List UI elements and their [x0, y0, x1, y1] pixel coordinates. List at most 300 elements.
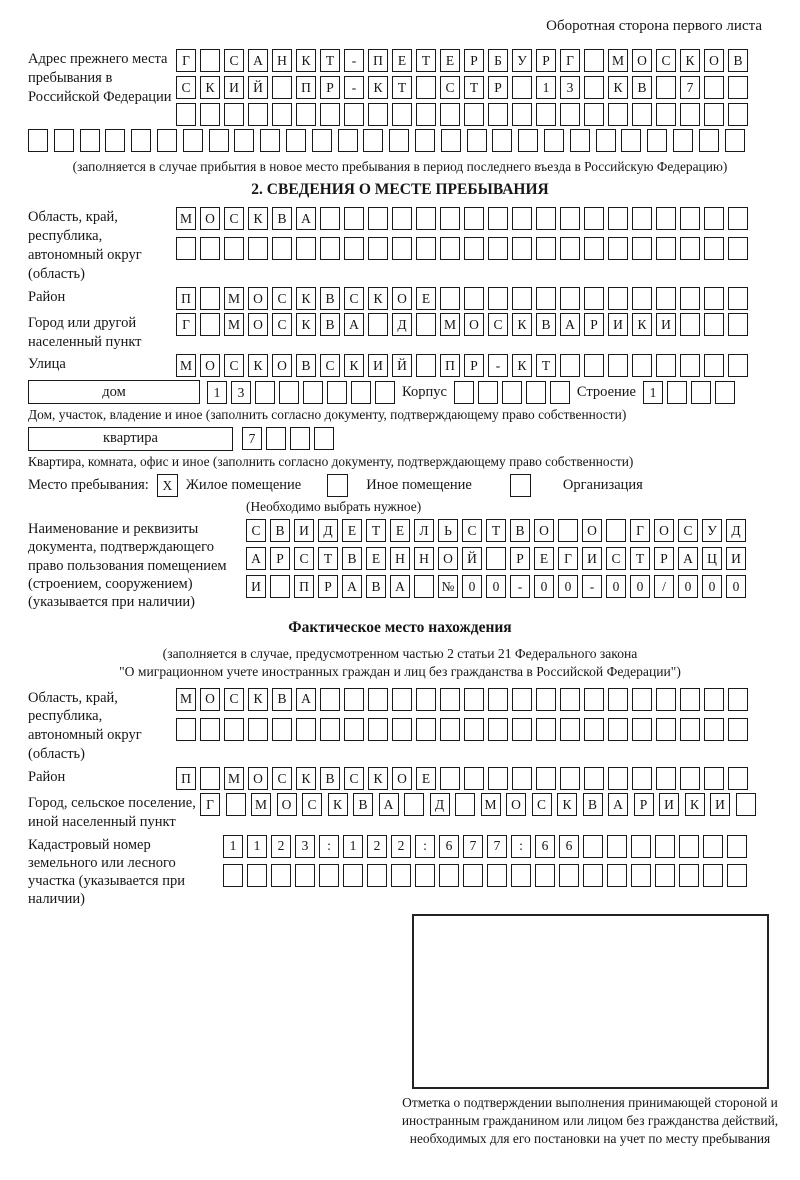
char-cell[interactable]: [526, 381, 546, 404]
char-cell[interactable]: [647, 129, 667, 152]
char-cell[interactable]: [560, 103, 580, 126]
char-cell[interactable]: П: [296, 76, 316, 99]
char-cell[interactable]: М: [224, 287, 244, 310]
char-cell[interactable]: [344, 103, 364, 126]
char-cell[interactable]: [416, 103, 436, 126]
char-cell[interactable]: 0: [558, 575, 578, 598]
char-cell[interactable]: Е: [416, 767, 436, 790]
char-cell[interactable]: [560, 688, 580, 711]
char-cell[interactable]: 7: [487, 835, 507, 858]
char-cell[interactable]: [728, 237, 748, 260]
char-cell[interactable]: [584, 49, 604, 72]
char-cell[interactable]: [679, 864, 699, 887]
char-cell[interactable]: О: [248, 313, 268, 336]
char-cell[interactable]: У: [702, 519, 722, 542]
char-cell[interactable]: 3: [560, 76, 580, 99]
char-cell[interactable]: П: [176, 287, 196, 310]
char-cell[interactable]: [680, 313, 700, 336]
char-cell[interactable]: И: [224, 76, 244, 99]
char-cell[interactable]: [728, 767, 748, 790]
char-cell[interactable]: [176, 103, 196, 126]
char-cell[interactable]: О: [582, 519, 602, 542]
char-cell[interactable]: И: [659, 793, 679, 816]
char-cell[interactable]: [415, 129, 435, 152]
char-cell[interactable]: [464, 237, 484, 260]
char-cell[interactable]: Т: [320, 49, 340, 72]
char-cell[interactable]: Г: [176, 49, 196, 72]
char-cell[interactable]: [320, 103, 340, 126]
char-cell[interactable]: [680, 354, 700, 377]
char-cell[interactable]: К: [632, 313, 652, 336]
char-cell[interactable]: 2: [391, 835, 411, 858]
char-cell[interactable]: 0: [630, 575, 650, 598]
char-cell[interactable]: К: [248, 688, 268, 711]
char-cell[interactable]: А: [246, 547, 266, 570]
char-cell[interactable]: [414, 575, 434, 598]
char-cell[interactable]: 2: [367, 835, 387, 858]
char-cell[interactable]: 0: [702, 575, 722, 598]
char-cell[interactable]: Р: [536, 49, 556, 72]
char-cell[interactable]: [488, 718, 508, 741]
char-cell[interactable]: [295, 864, 315, 887]
char-cell[interactable]: [392, 237, 412, 260]
char-cell[interactable]: [632, 354, 652, 377]
char-cell[interactable]: Т: [366, 519, 386, 542]
char-cell[interactable]: [492, 129, 512, 152]
char-cell[interactable]: О: [704, 49, 724, 72]
char-cell[interactable]: [632, 207, 652, 230]
char-cell[interactable]: В: [728, 49, 748, 72]
char-cell[interactable]: /: [654, 575, 674, 598]
char-cell[interactable]: [344, 718, 364, 741]
char-cell[interactable]: [558, 519, 578, 542]
char-cell[interactable]: Г: [200, 793, 220, 816]
char-cell[interactable]: [363, 129, 383, 152]
char-cell[interactable]: [488, 103, 508, 126]
char-cell[interactable]: С: [344, 767, 364, 790]
char-cell[interactable]: [584, 237, 604, 260]
char-cell[interactable]: [416, 718, 436, 741]
char-cell[interactable]: [200, 287, 220, 310]
char-cell[interactable]: [296, 103, 316, 126]
char-cell[interactable]: О: [200, 207, 220, 230]
char-cell[interactable]: К: [248, 207, 268, 230]
char-cell[interactable]: [344, 207, 364, 230]
char-cell[interactable]: [704, 354, 724, 377]
char-cell[interactable]: [704, 767, 724, 790]
char-cell[interactable]: [183, 129, 203, 152]
char-cell[interactable]: [632, 103, 652, 126]
char-cell[interactable]: [272, 76, 292, 99]
char-cell[interactable]: [200, 313, 220, 336]
char-cell[interactable]: [200, 718, 220, 741]
char-cell[interactable]: [632, 688, 652, 711]
char-cell[interactable]: [416, 313, 436, 336]
char-cell[interactable]: Г: [630, 519, 650, 542]
char-cell[interactable]: Е: [366, 547, 386, 570]
char-cell[interactable]: [247, 864, 267, 887]
char-cell[interactable]: 6: [535, 835, 555, 858]
char-cell[interactable]: [464, 287, 484, 310]
char-cell[interactable]: В: [272, 207, 292, 230]
char-cell[interactable]: 1: [247, 835, 267, 858]
char-cell[interactable]: С: [320, 354, 340, 377]
char-cell[interactable]: К: [512, 313, 532, 336]
char-cell[interactable]: К: [328, 793, 348, 816]
char-cell[interactable]: К: [680, 49, 700, 72]
char-cell[interactable]: [454, 381, 474, 404]
char-cell[interactable]: М: [481, 793, 501, 816]
char-cell[interactable]: [608, 207, 628, 230]
char-cell[interactable]: [550, 381, 570, 404]
char-cell[interactable]: [463, 864, 483, 887]
char-cell[interactable]: С: [532, 793, 552, 816]
char-cell[interactable]: О: [200, 354, 220, 377]
char-cell[interactable]: Р: [270, 547, 290, 570]
char-cell[interactable]: [536, 103, 556, 126]
char-cell[interactable]: Р: [488, 76, 508, 99]
char-cell[interactable]: [680, 103, 700, 126]
checkbox-residential[interactable]: X: [157, 474, 178, 497]
char-cell[interactable]: [607, 835, 627, 858]
char-cell[interactable]: 1: [207, 381, 227, 404]
char-cell[interactable]: [224, 718, 244, 741]
char-cell[interactable]: А: [296, 207, 316, 230]
char-cell[interactable]: [441, 129, 461, 152]
char-cell[interactable]: [560, 237, 580, 260]
char-cell[interactable]: Г: [176, 313, 196, 336]
char-cell[interactable]: [728, 103, 748, 126]
char-cell[interactable]: [440, 237, 460, 260]
char-cell[interactable]: В: [510, 519, 530, 542]
char-cell[interactable]: [608, 688, 628, 711]
char-cell[interactable]: Н: [390, 547, 410, 570]
char-cell[interactable]: [260, 129, 280, 152]
char-cell[interactable]: [596, 129, 616, 152]
char-cell[interactable]: [656, 718, 676, 741]
char-cell[interactable]: К: [368, 287, 388, 310]
char-cell[interactable]: А: [678, 547, 698, 570]
char-cell[interactable]: [404, 793, 424, 816]
char-cell[interactable]: -: [344, 76, 364, 99]
char-cell[interactable]: [392, 207, 412, 230]
char-cell[interactable]: [512, 237, 532, 260]
char-cell[interactable]: [320, 207, 340, 230]
char-cell[interactable]: С: [488, 313, 508, 336]
char-cell[interactable]: :: [511, 835, 531, 858]
char-cell[interactable]: [320, 237, 340, 260]
char-cell[interactable]: Е: [416, 287, 436, 310]
char-cell[interactable]: [416, 688, 436, 711]
char-cell[interactable]: [703, 835, 723, 858]
char-cell[interactable]: Т: [464, 76, 484, 99]
char-cell[interactable]: [488, 287, 508, 310]
char-cell[interactable]: И: [294, 519, 314, 542]
char-cell[interactable]: С: [272, 767, 292, 790]
char-cell[interactable]: [656, 354, 676, 377]
char-cell[interactable]: -: [582, 575, 602, 598]
char-cell[interactable]: [621, 129, 641, 152]
char-cell[interactable]: [416, 354, 436, 377]
char-cell[interactable]: [704, 103, 724, 126]
char-cell[interactable]: С: [294, 547, 314, 570]
char-cell[interactable]: Г: [560, 49, 580, 72]
char-cell[interactable]: [584, 207, 604, 230]
char-cell[interactable]: [440, 207, 460, 230]
char-cell[interactable]: Р: [634, 793, 654, 816]
char-cell[interactable]: [560, 767, 580, 790]
char-cell[interactable]: [200, 103, 220, 126]
char-cell[interactable]: [728, 313, 748, 336]
char-cell[interactable]: [415, 864, 435, 887]
char-cell[interactable]: А: [342, 575, 362, 598]
char-cell[interactable]: В: [320, 287, 340, 310]
char-cell[interactable]: Й: [392, 354, 412, 377]
char-cell[interactable]: И: [710, 793, 730, 816]
char-cell[interactable]: [338, 129, 358, 152]
char-cell[interactable]: [271, 864, 291, 887]
char-cell[interactable]: [584, 287, 604, 310]
char-cell[interactable]: [255, 381, 275, 404]
char-cell[interactable]: [464, 207, 484, 230]
char-cell[interactable]: [131, 129, 151, 152]
char-cell[interactable]: [728, 76, 748, 99]
char-cell[interactable]: [464, 688, 484, 711]
char-cell[interactable]: [512, 207, 532, 230]
char-cell[interactable]: [560, 718, 580, 741]
char-cell[interactable]: С: [224, 354, 244, 377]
char-cell[interactable]: С: [656, 49, 676, 72]
char-cell[interactable]: [105, 129, 125, 152]
char-cell[interactable]: [54, 129, 74, 152]
char-cell[interactable]: [728, 354, 748, 377]
char-cell[interactable]: [488, 767, 508, 790]
char-cell[interactable]: Т: [392, 76, 412, 99]
char-cell[interactable]: С: [224, 49, 244, 72]
char-cell[interactable]: [608, 354, 628, 377]
char-cell[interactable]: [344, 237, 364, 260]
char-cell[interactable]: [680, 688, 700, 711]
char-cell[interactable]: [704, 237, 724, 260]
char-cell[interactable]: [656, 76, 676, 99]
char-cell[interactable]: [536, 767, 556, 790]
char-cell[interactable]: О: [248, 767, 268, 790]
char-cell[interactable]: М: [608, 49, 628, 72]
char-cell[interactable]: [703, 864, 723, 887]
char-cell[interactable]: Д: [318, 519, 338, 542]
char-cell[interactable]: [536, 688, 556, 711]
char-cell[interactable]: [416, 76, 436, 99]
char-cell[interactable]: П: [440, 354, 460, 377]
char-cell[interactable]: [728, 207, 748, 230]
char-cell[interactable]: Т: [536, 354, 556, 377]
char-cell[interactable]: [200, 49, 220, 72]
char-cell[interactable]: В: [536, 313, 556, 336]
char-cell[interactable]: [584, 76, 604, 99]
char-cell[interactable]: К: [248, 354, 268, 377]
char-cell[interactable]: [583, 835, 603, 858]
char-cell[interactable]: [512, 76, 532, 99]
char-cell[interactable]: [536, 718, 556, 741]
char-cell[interactable]: Р: [318, 575, 338, 598]
char-cell[interactable]: [279, 381, 299, 404]
char-cell[interactable]: [656, 237, 676, 260]
char-cell[interactable]: 1: [223, 835, 243, 858]
char-cell[interactable]: А: [608, 793, 628, 816]
char-cell[interactable]: [223, 864, 243, 887]
char-cell[interactable]: П: [368, 49, 388, 72]
char-cell[interactable]: 3: [231, 381, 251, 404]
char-cell[interactable]: Ь: [438, 519, 458, 542]
char-cell[interactable]: [375, 381, 395, 404]
char-cell[interactable]: Н: [272, 49, 292, 72]
char-cell[interactable]: Е: [342, 519, 362, 542]
char-cell[interactable]: [440, 103, 460, 126]
char-cell[interactable]: [680, 287, 700, 310]
char-cell[interactable]: Т: [486, 519, 506, 542]
char-cell[interactable]: [440, 688, 460, 711]
char-cell[interactable]: А: [248, 49, 268, 72]
char-cell[interactable]: В: [272, 688, 292, 711]
char-cell[interactable]: [704, 207, 724, 230]
char-cell[interactable]: [608, 237, 628, 260]
char-cell[interactable]: [655, 835, 675, 858]
char-cell[interactable]: -: [488, 354, 508, 377]
char-cell[interactable]: [467, 129, 487, 152]
char-cell[interactable]: [200, 237, 220, 260]
char-cell[interactable]: 1: [643, 381, 663, 404]
char-cell[interactable]: К: [608, 76, 628, 99]
char-cell[interactable]: Д: [726, 519, 746, 542]
char-cell[interactable]: [544, 129, 564, 152]
char-cell[interactable]: [656, 287, 676, 310]
char-cell[interactable]: [440, 287, 460, 310]
char-cell[interactable]: [464, 767, 484, 790]
char-cell[interactable]: [368, 237, 388, 260]
char-cell[interactable]: К: [296, 49, 316, 72]
char-cell[interactable]: [631, 835, 651, 858]
char-cell[interactable]: -: [510, 575, 530, 598]
char-cell[interactable]: [656, 688, 676, 711]
char-cell[interactable]: Е: [440, 49, 460, 72]
char-cell[interactable]: [478, 381, 498, 404]
char-cell[interactable]: [266, 427, 286, 450]
char-cell[interactable]: [536, 207, 556, 230]
char-cell[interactable]: [560, 287, 580, 310]
char-cell[interactable]: [351, 381, 371, 404]
char-cell[interactable]: [736, 793, 756, 816]
char-cell[interactable]: К: [685, 793, 705, 816]
char-cell[interactable]: [704, 313, 724, 336]
char-cell[interactable]: О: [392, 287, 412, 310]
char-cell[interactable]: [632, 287, 652, 310]
char-cell[interactable]: П: [176, 767, 196, 790]
char-cell[interactable]: М: [440, 313, 460, 336]
char-cell[interactable]: Ц: [702, 547, 722, 570]
char-cell[interactable]: 7: [680, 76, 700, 99]
char-cell[interactable]: М: [251, 793, 271, 816]
char-cell[interactable]: [416, 237, 436, 260]
char-cell[interactable]: [290, 427, 310, 450]
char-cell[interactable]: [368, 313, 388, 336]
char-cell[interactable]: О: [506, 793, 526, 816]
char-cell[interactable]: В: [296, 354, 316, 377]
char-cell[interactable]: [272, 718, 292, 741]
char-cell[interactable]: [392, 688, 412, 711]
char-cell[interactable]: [512, 718, 532, 741]
char-cell[interactable]: [391, 864, 411, 887]
char-cell[interactable]: У: [512, 49, 532, 72]
char-cell[interactable]: [209, 129, 229, 152]
char-cell[interactable]: [464, 103, 484, 126]
char-cell[interactable]: [632, 237, 652, 260]
char-cell[interactable]: [656, 767, 676, 790]
char-cell[interactable]: [680, 207, 700, 230]
char-cell[interactable]: [296, 237, 316, 260]
char-cell[interactable]: [368, 103, 388, 126]
char-cell[interactable]: М: [224, 767, 244, 790]
char-cell[interactable]: Е: [392, 49, 412, 72]
char-cell[interactable]: [296, 718, 316, 741]
char-cell[interactable]: Й: [462, 547, 482, 570]
char-cell[interactable]: 1: [343, 835, 363, 858]
char-cell[interactable]: [488, 207, 508, 230]
checkbox-organization[interactable]: [510, 474, 531, 497]
char-cell[interactable]: И: [246, 575, 266, 598]
char-cell[interactable]: [200, 767, 220, 790]
char-cell[interactable]: [656, 103, 676, 126]
char-cell[interactable]: С: [272, 287, 292, 310]
char-cell[interactable]: Е: [534, 547, 554, 570]
char-cell[interactable]: [728, 287, 748, 310]
char-cell[interactable]: С: [344, 287, 364, 310]
char-cell[interactable]: [455, 793, 475, 816]
char-cell[interactable]: [439, 864, 459, 887]
char-cell[interactable]: [303, 381, 323, 404]
char-cell[interactable]: И: [582, 547, 602, 570]
char-cell[interactable]: [488, 688, 508, 711]
char-cell[interactable]: 3: [295, 835, 315, 858]
char-cell[interactable]: К: [296, 767, 316, 790]
char-cell[interactable]: [631, 864, 651, 887]
char-cell[interactable]: А: [390, 575, 410, 598]
char-cell[interactable]: С: [246, 519, 266, 542]
char-cell[interactable]: [392, 103, 412, 126]
char-cell[interactable]: К: [512, 354, 532, 377]
char-cell[interactable]: 0: [462, 575, 482, 598]
char-cell[interactable]: [608, 718, 628, 741]
char-cell[interactable]: Д: [430, 793, 450, 816]
char-cell[interactable]: О: [200, 688, 220, 711]
char-cell[interactable]: №: [438, 575, 458, 598]
char-cell[interactable]: [511, 864, 531, 887]
char-cell[interactable]: В: [583, 793, 603, 816]
char-cell[interactable]: К: [296, 313, 316, 336]
char-cell[interactable]: С: [272, 313, 292, 336]
char-cell[interactable]: А: [560, 313, 580, 336]
char-cell[interactable]: [704, 287, 724, 310]
char-cell[interactable]: [632, 767, 652, 790]
char-cell[interactable]: [440, 767, 460, 790]
char-cell[interactable]: Г: [558, 547, 578, 570]
char-cell[interactable]: [606, 519, 626, 542]
char-cell[interactable]: С: [462, 519, 482, 542]
char-cell[interactable]: М: [176, 354, 196, 377]
char-cell[interactable]: [344, 688, 364, 711]
char-cell[interactable]: [584, 103, 604, 126]
char-cell[interactable]: [367, 864, 387, 887]
char-cell[interactable]: [320, 718, 340, 741]
